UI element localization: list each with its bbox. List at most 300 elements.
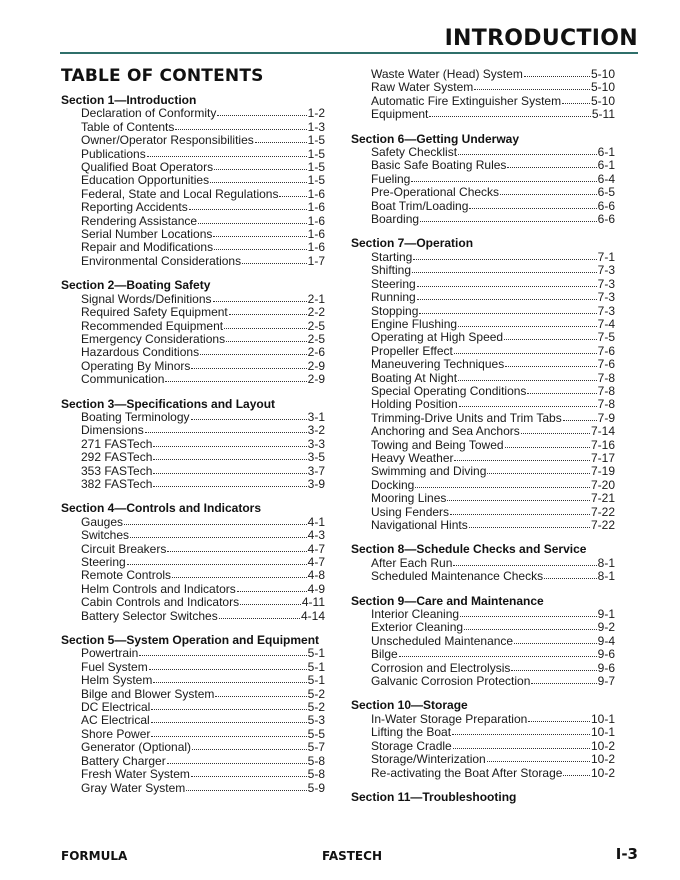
toc-entry[interactable] [351, 173, 615, 186]
toc-entry[interactable] [61, 755, 325, 768]
toc-entry-page: 2-5 [307, 318, 325, 333]
toc-entry-label: Re-activating the Boat After Storage [371, 765, 563, 780]
toc-entry-label: Repair and Modifications [81, 240, 214, 255]
toc-entry-page: 3-7 [307, 463, 325, 478]
toc-entry[interactable] [61, 451, 325, 464]
toc-section-title[interactable]: Section 5—System Operation and Equipment [61, 633, 320, 648]
dot-leader [458, 146, 597, 155]
toc-entry[interactable] [61, 161, 325, 174]
toc-entry[interactable] [61, 728, 325, 741]
toc-entry-label: Holding Position [371, 397, 458, 412]
toc-entry-label: Boat Trim/Loading [371, 198, 469, 213]
toc-entry-page: 7-3 [597, 263, 615, 278]
toc-entry[interactable] [61, 741, 325, 754]
dot-leader [411, 173, 596, 182]
toc-entry-label: Publications [81, 146, 146, 161]
toc-section-title[interactable]: Section 9—Care and Maintenance [351, 593, 544, 608]
dot-leader [469, 200, 596, 209]
toc-entry-label: 271 FASTech [81, 436, 153, 451]
toc-entry-page: 7-9 [597, 410, 615, 425]
toc-entry-page: 9-1 [597, 607, 615, 622]
toc-entry[interactable] [351, 753, 615, 766]
toc-entry-label: Galvanic Corrosion Protection [371, 674, 531, 689]
toc-section-title[interactable]: Section 8—Schedule Checks and Service [351, 542, 587, 557]
dot-leader [172, 569, 307, 578]
dot-leader [210, 174, 307, 183]
toc-entry[interactable] [351, 425, 615, 438]
toc-entry[interactable] [351, 264, 615, 277]
toc-entry-label: Using Fenders [371, 504, 450, 519]
toc-section-title[interactable]: Section 10—Storage [351, 698, 468, 713]
toc-entry[interactable] [351, 398, 615, 411]
toc-right-column [351, 68, 615, 815]
toc-entry[interactable] [351, 385, 615, 398]
dot-leader [147, 148, 307, 157]
toc-entry-page: 1-6 [307, 213, 325, 228]
toc-entry[interactable] [351, 108, 615, 121]
toc-entry-page: 5-10 [590, 80, 615, 95]
dot-leader [544, 570, 597, 579]
toc-entry[interactable] [351, 452, 615, 465]
toc-entry-label: Federal, State and Local Regulations [81, 186, 279, 201]
toc-entry[interactable] [351, 557, 615, 570]
toc-entry-page: 7-17 [590, 450, 615, 465]
toc-entry[interactable] [61, 701, 325, 714]
dot-leader [175, 121, 306, 130]
toc-entry[interactable] [351, 331, 615, 344]
dot-leader [240, 596, 301, 605]
toc-entry-label: Battery Charger [81, 753, 166, 768]
toc-entry-label: Steering [371, 276, 416, 291]
toc-entry-page: 4-7 [307, 555, 325, 569]
toc-section-title[interactable]: Section 7—Operation [351, 236, 474, 251]
dot-leader [504, 331, 597, 340]
toc-entry-label: Operating at High Speed [371, 330, 504, 345]
toc-entry[interactable] [61, 255, 325, 268]
toc-entry[interactable] [61, 346, 325, 359]
footer-brand: FORMULA [61, 849, 128, 863]
dot-leader [191, 360, 306, 369]
toc-entry-label: Steering [81, 555, 126, 569]
dot-leader [186, 782, 306, 791]
toc-section [351, 699, 615, 779]
dot-leader [531, 675, 596, 684]
toc-entry[interactable] [351, 648, 615, 661]
toc-entry[interactable] [351, 439, 615, 452]
dot-leader [153, 438, 306, 447]
toc-entry[interactable] [61, 148, 325, 161]
toc-entry[interactable] [351, 492, 615, 505]
toc-entry[interactable] [61, 121, 325, 134]
dot-leader [165, 373, 306, 382]
toc-entry[interactable] [61, 516, 325, 529]
dot-leader [460, 608, 597, 617]
toc-entry[interactable] [61, 241, 325, 254]
toc-entry-label: Operating By Minors [81, 358, 191, 373]
toc-entry[interactable] [61, 228, 325, 241]
toc-section [61, 502, 325, 623]
toc-entry[interactable] [351, 726, 615, 739]
toc-entry[interactable] [61, 174, 325, 187]
toc-entry-label: Navigational Hints [371, 518, 468, 532]
toc-entry-page: 5-10 [590, 67, 615, 81]
toc-entry-page: 9-4 [597, 633, 615, 648]
header-divider [60, 52, 638, 54]
toc-entry[interactable] [351, 159, 615, 172]
toc-entry[interactable] [351, 767, 615, 780]
toc-entry-label: Serial Number Locations [81, 227, 213, 242]
toc-entry-page: 4-1 [307, 514, 325, 529]
toc-entry-label: 292 FASTech [81, 450, 153, 465]
dot-leader [192, 741, 307, 750]
toc-entry-page: 3-5 [307, 450, 325, 465]
dot-leader [507, 159, 596, 168]
toc-entry-page: 7-8 [597, 370, 615, 385]
dot-leader [167, 543, 306, 552]
dot-leader [167, 755, 307, 764]
toc-entry-page: 4-9 [307, 581, 325, 596]
toc-entry-page: 1-6 [307, 200, 325, 215]
toc-entry-page: 2-1 [307, 291, 325, 306]
toc-entry-page: 7-19 [590, 464, 615, 479]
dot-leader [524, 68, 590, 77]
toc-entry-label: Recommended Equipment [81, 318, 224, 333]
toc-entry-page: 6-6 [597, 198, 615, 213]
toc-entry[interactable] [351, 412, 615, 425]
toc-entry-page: 1-5 [307, 173, 325, 188]
toc-entry[interactable] [351, 95, 615, 108]
dot-leader [417, 278, 597, 287]
toc-entry-page: 4-11 [301, 595, 325, 610]
toc-entry-page: 5-1 [307, 673, 325, 688]
toc-section [61, 94, 325, 268]
toc-entry-page: 10-2 [590, 738, 615, 753]
dot-leader [130, 529, 307, 538]
toc-entry[interactable] [61, 306, 325, 319]
toc-entry-label: Required Safety Equipment [81, 305, 228, 320]
dot-leader [200, 346, 307, 355]
toc-entry-label: Circuit Breakers [81, 541, 167, 556]
dot-leader [450, 506, 590, 515]
toc-entry[interactable] [61, 596, 325, 609]
toc-entry-label: 382 FASTech [81, 476, 153, 491]
toc-entry-label: Shore Power [81, 726, 151, 741]
toc-entry[interactable] [61, 478, 325, 491]
toc-entry[interactable] [61, 333, 325, 346]
toc-section-title[interactable]: Section 3—Specifications and Layout [61, 396, 276, 411]
toc-entry-page: 4-8 [307, 568, 325, 583]
toc-entry-label: Automatic Fire Extinguisher System [371, 93, 562, 108]
toc-entry-page: 1-6 [307, 186, 325, 201]
toc-entry-label: 353 FASTech [81, 463, 153, 478]
toc-entry-page: 7-22 [590, 504, 615, 519]
dot-leader [149, 661, 307, 670]
dot-leader [255, 134, 307, 143]
toc-entry-page: 10-1 [590, 711, 615, 726]
dot-leader [528, 713, 590, 722]
toc-entry-label: Shifting [371, 263, 412, 278]
toc-section [351, 68, 615, 122]
toc-entry-page: 7-20 [590, 477, 615, 492]
toc-entry-label: Emergency Considerations [81, 331, 226, 346]
toc-entry-label: Reporting Accidents [81, 200, 188, 215]
toc-entry[interactable] [61, 674, 325, 687]
toc-entry[interactable] [351, 278, 615, 291]
toc-entry[interactable] [61, 188, 325, 201]
toc-entry-page: 3-2 [307, 423, 325, 438]
toc-entry-page: 9-6 [597, 660, 615, 675]
toc-entry-label: Raw Water System [371, 80, 474, 95]
toc-entry-page: 4-14 [300, 608, 325, 623]
toc-entry-page: 5-1 [307, 646, 325, 661]
toc-entry-label: Communication [81, 372, 165, 387]
toc-entry-label: In-Water Storage Preparation [371, 711, 528, 726]
toc-entry-page: 1-5 [307, 133, 325, 148]
toc-entry-label: Gray Water System [81, 780, 186, 795]
toc-entry[interactable] [351, 186, 615, 199]
toc-entry[interactable] [351, 621, 615, 634]
dot-leader [453, 557, 596, 566]
toc-entry-label: Signal Words/Definitions [81, 291, 212, 306]
toc-entry-label: Swimming and Diving [371, 464, 487, 479]
toc-section [351, 595, 615, 689]
toc-entry[interactable] [61, 782, 325, 795]
dot-leader [153, 451, 306, 460]
toc-entry[interactable] [61, 714, 325, 727]
toc-entry[interactable] [351, 662, 615, 675]
dot-leader [514, 635, 597, 644]
toc-entry-page: 2-2 [307, 305, 325, 320]
toc-entry-label: Unscheduled Maintenance [371, 633, 514, 648]
dot-leader [198, 215, 307, 224]
dot-leader [191, 768, 307, 777]
toc-entry[interactable] [61, 201, 325, 214]
toc-entry-page: 6-4 [597, 171, 615, 186]
toc-entry[interactable] [351, 608, 615, 621]
toc-entry-label: Heavy Weather [371, 450, 454, 465]
toc-entry[interactable] [351, 291, 615, 304]
dot-leader [459, 398, 597, 407]
toc-entry-page: 5-3 [307, 713, 325, 728]
toc-entry[interactable] [61, 610, 325, 623]
toc-entry-page: 8-1 [597, 555, 615, 570]
page-header-title: INTRODUCTION [444, 26, 638, 51]
toc-entry-page: 7-3 [597, 303, 615, 318]
toc-entry-label: Boating At Night [371, 370, 458, 385]
toc-entry[interactable] [351, 200, 615, 213]
toc-entry[interactable] [351, 479, 615, 492]
dot-leader [145, 424, 307, 433]
dot-leader [415, 479, 590, 488]
toc-entry-label: Waste Water (Head) System [371, 67, 523, 81]
toc-entry-label: Bilge [371, 647, 398, 662]
toc-entry-label: Basic Safe Boating Rules [371, 158, 507, 173]
toc-entry-label: Fuel System [81, 659, 148, 674]
toc-entry-label: Equipment [371, 107, 429, 122]
toc-entry-page: 1-6 [307, 227, 325, 242]
toc-entry[interactable] [351, 68, 615, 81]
toc-entry[interactable] [61, 373, 325, 386]
toc-entry[interactable] [351, 358, 615, 371]
dot-leader [215, 688, 306, 697]
toc-entry-page: 5-1 [307, 659, 325, 674]
dot-leader [399, 648, 597, 657]
toc-entry-label: Cabin Controls and Indicators [81, 595, 240, 610]
dot-leader [213, 228, 306, 237]
toc-entry-label: Switches [81, 528, 130, 543]
toc-section-title[interactable]: Section 11—Troubleshooting [351, 789, 517, 804]
toc-entry-page: 1-3 [307, 119, 325, 134]
page-number: I-3 [615, 845, 638, 863]
toc-entry-page: 9-7 [597, 674, 615, 689]
toc-entry-page: 1-5 [307, 160, 325, 175]
toc-entry[interactable] [61, 424, 325, 437]
toc-section [351, 791, 615, 804]
dot-leader [521, 425, 590, 434]
dot-leader [153, 478, 306, 487]
toc-entry[interactable] [351, 713, 615, 726]
toc-entry-label: Hazardous Conditions [81, 345, 200, 360]
toc-entry-label: Boarding [371, 212, 420, 227]
toc-entry-label: Anchoring and Sea Anchors [371, 424, 520, 439]
toc-entry[interactable] [351, 146, 615, 159]
toc-entry-label: Fresh Water System [81, 767, 190, 782]
toc-entry[interactable] [351, 213, 615, 226]
toc-entry-label: Lifting the Boat [371, 725, 452, 740]
toc-entry-page: 7-6 [597, 357, 615, 372]
toc-entry[interactable] [351, 570, 615, 583]
toc-section-title[interactable]: Section 2—Boating Safety [61, 278, 211, 293]
toc-entry-page: 4-7 [307, 541, 325, 556]
toc-entry-page: 7-14 [590, 424, 615, 439]
toc-entry[interactable] [61, 556, 325, 569]
toc-section-title[interactable]: Section 4—Controls and Indicators [61, 501, 262, 516]
toc-entry-label: Boating Terminology [81, 409, 190, 424]
toc-entry[interactable] [61, 529, 325, 542]
dot-leader [487, 753, 590, 762]
dot-leader [151, 728, 306, 737]
toc-entry[interactable] [61, 768, 325, 781]
dot-leader [469, 519, 590, 528]
toc-entry[interactable] [351, 506, 615, 519]
toc-entry-page: 7-8 [597, 383, 615, 398]
toc-entry-label: Interior Cleaning [371, 607, 460, 622]
toc-entry[interactable] [351, 345, 615, 358]
toc-entry-page: 1-2 [307, 106, 325, 121]
toc-section-title[interactable]: Section 6—Getting Underway [351, 131, 520, 146]
toc-entry-page: 7-1 [597, 249, 615, 264]
toc-entry[interactable] [61, 583, 325, 596]
toc-entry[interactable] [351, 251, 615, 264]
toc-entry[interactable] [61, 569, 325, 582]
dot-leader [229, 306, 307, 315]
dot-leader [151, 714, 307, 723]
toc-entry[interactable] [61, 465, 325, 478]
toc-entry-label: Safety Checklist [371, 145, 458, 160]
dot-leader [429, 108, 590, 117]
toc-entry-page: 2-6 [307, 345, 325, 360]
dot-leader [454, 452, 589, 461]
toc-entry-label: Maneuvering Techniques [371, 357, 505, 372]
dot-leader [242, 255, 307, 264]
toc-entry-page: 6-5 [597, 185, 615, 200]
toc-entry[interactable] [61, 661, 325, 674]
toc-entry-page: 10-1 [590, 725, 615, 740]
toc-entry-label: Helm System [81, 673, 153, 688]
toc-entry-page: 6-1 [597, 145, 615, 160]
dot-leader [419, 305, 596, 314]
toc-entry-label: Helm Controls and Indicators [81, 581, 236, 596]
toc-section-title[interactable]: Section 1—Introduction [61, 93, 197, 107]
dot-leader [563, 767, 590, 776]
toc-entry-label: Rendering Assistance [81, 213, 198, 228]
dot-leader [139, 647, 306, 656]
toc-entry-label: Table of Contents [81, 119, 175, 134]
toc-entry-page: 7-5 [597, 330, 615, 345]
dot-leader [153, 674, 306, 683]
toc-entry[interactable] [61, 107, 325, 120]
toc-entry[interactable] [351, 81, 615, 94]
toc-entry[interactable] [61, 215, 325, 228]
toc-entry[interactable] [61, 647, 325, 660]
dot-leader [500, 186, 597, 195]
dot-leader [226, 333, 307, 342]
toc-entry-page: 7-22 [590, 518, 615, 532]
toc-entry[interactable] [61, 411, 325, 424]
toc-entry-page: 5-8 [307, 753, 325, 768]
toc-entry[interactable] [351, 372, 615, 385]
toc-entry[interactable] [351, 305, 615, 318]
toc-entry-page: 5-8 [307, 767, 325, 782]
dot-leader [511, 662, 596, 671]
toc-entry-label: Scheduled Maintenance Checks [371, 569, 544, 584]
toc-entry-label: Dimensions [81, 423, 144, 438]
toc-entry[interactable] [61, 688, 325, 701]
toc-entry-label: Remote Controls [81, 568, 172, 583]
toc-entry[interactable] [351, 635, 615, 648]
dot-leader [219, 610, 300, 619]
toc-entry[interactable] [61, 360, 325, 373]
toc-entry-label: Gauges [81, 514, 124, 529]
toc-entry[interactable] [351, 675, 615, 688]
toc-entry-label: AC Electrical [81, 713, 150, 728]
toc-entry-page: 5-2 [307, 700, 325, 715]
dot-leader [279, 188, 306, 197]
toc-entry[interactable] [351, 519, 615, 532]
toc-entry[interactable] [351, 465, 615, 478]
toc-entry-page: 5-5 [307, 726, 325, 741]
toc-entry-page: 7-21 [590, 491, 615, 506]
toc-entry-label: Corrosion and Electrolysis [371, 660, 511, 675]
toc-title: TABLE OF CONTENTS [61, 66, 264, 86]
toc-entry-page: 5-11 [591, 107, 615, 122]
toc-entry-page: 9-2 [597, 620, 615, 635]
toc-entry-page: 9-6 [597, 647, 615, 662]
toc-entry[interactable] [61, 320, 325, 333]
toc-entry-page: 8-1 [597, 569, 615, 584]
toc-entry-label: Trimming-Drive Units and Trim Tabs [371, 410, 562, 425]
toc-entry[interactable] [61, 543, 325, 556]
toc-entry[interactable] [61, 134, 325, 147]
toc-entry[interactable] [61, 438, 325, 451]
toc-entry[interactable] [61, 293, 325, 306]
toc-entry[interactable] [351, 318, 615, 331]
dot-leader [464, 621, 597, 630]
toc-entry-page: 7-4 [597, 316, 615, 331]
toc-entry-label: Docking [371, 477, 415, 492]
toc-entry-page: 7-3 [597, 276, 615, 291]
toc-entry[interactable] [351, 740, 615, 753]
